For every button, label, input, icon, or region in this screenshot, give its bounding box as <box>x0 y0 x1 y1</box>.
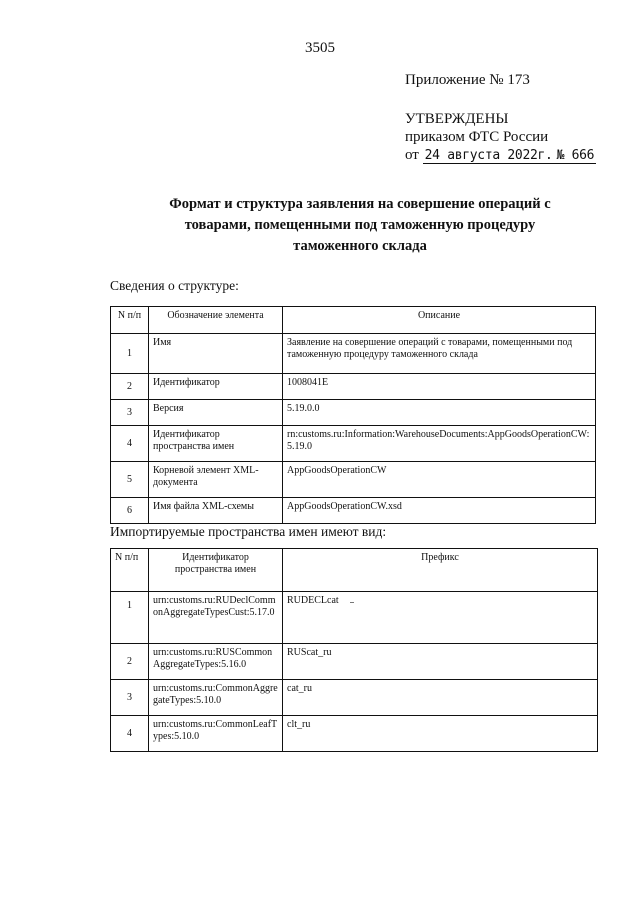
table-row <box>111 592 598 644</box>
element-description: 5.19.0.0 <box>283 400 596 426</box>
table-row <box>111 498 596 524</box>
row-number: 4 <box>111 716 149 752</box>
element-description: rn:customs.ru:Information:WarehouseDocuments:AppGoodsOperationCW:5.19.0 <box>283 426 596 462</box>
namespace-id: urn:customs.ru:RUDeclCommonAggregateTypesCust:5.17.0 <box>149 592 283 644</box>
approval-date-line <box>405 146 596 165</box>
table-row <box>111 400 596 426</box>
namespace-id: urn:customs.ru:RUSCommonAggregateTypes:5.16.0 <box>149 644 283 680</box>
namespace-prefix: RUDECLcat <box>283 592 598 644</box>
namespace-id: urn:customs.ru:CommonAggregateTypes:5.10.0 <box>149 680 283 716</box>
row-number: 6 <box>111 498 149 524</box>
table-row <box>111 462 596 498</box>
table-row <box>111 680 598 716</box>
approval-number: № 666 <box>556 148 595 163</box>
element-description: 1008041E <box>283 374 596 400</box>
scan-speck <box>350 602 354 603</box>
row-number: 2 <box>111 644 149 680</box>
structure-heading: Сведения о структуре: <box>110 278 239 293</box>
column-header: Префикс <box>283 549 598 592</box>
approval-from-prefix: от <box>405 147 419 163</box>
row-number: 4 <box>111 426 149 462</box>
table-row <box>111 374 596 400</box>
element-name: Корневой элемент XML-документа <box>149 462 283 498</box>
table-row <box>111 334 596 374</box>
column-header: N п/п <box>111 549 149 592</box>
row-number: 2 <box>111 374 149 400</box>
element-name: Версия <box>149 400 283 426</box>
approval-date: 24 августа 2022г. <box>424 148 553 163</box>
element-description: AppGoodsOperationCW.xsd <box>283 498 596 524</box>
element-name: Имя файла XML-схемы <box>149 498 283 524</box>
element-name: Идентификатор <box>149 374 283 400</box>
table-row <box>111 716 598 752</box>
row-number: 1 <box>111 592 149 644</box>
namespace-id: urn:customs.ru:CommonLeafTypes:5.10.0 <box>149 716 283 752</box>
namespaces-heading: Импортируемые пространства имен имеют вид: <box>110 524 387 539</box>
document-title: Формат и структура заявления на совершение операций с товарами, помещенными под таможенную процедуру таможенного склада <box>169 196 551 254</box>
column-header: Описание <box>283 307 596 334</box>
element-name: Имя <box>149 334 283 374</box>
approval-block <box>405 110 596 165</box>
column-header: N п/п <box>111 307 149 334</box>
row-number: 3 <box>111 400 149 426</box>
structure-table <box>110 306 596 524</box>
appendix-label: Приложение № 173 <box>405 72 530 88</box>
element-description: Заявление на совершение операций с товарами, помещенными под таможенную процедуру таможенного склада <box>283 334 596 374</box>
row-number: 3 <box>111 680 149 716</box>
table-header-row <box>111 549 598 592</box>
table-row <box>111 644 598 680</box>
namespace-prefix: cat_ru <box>283 680 598 716</box>
element-name: Идентификатор пространства имен <box>149 426 283 462</box>
approval-heading: УТВЕРЖДЕНЫ <box>405 111 509 127</box>
table-row <box>111 426 596 462</box>
namespace-prefix: clt_ru <box>283 716 598 752</box>
row-number: 1 <box>111 334 149 374</box>
table-header-row <box>111 307 596 334</box>
column-header: Обозначение элемента <box>149 307 283 334</box>
namespaces-table <box>110 548 598 752</box>
column-header: Идентификатор пространства имен <box>149 549 283 592</box>
row-number: 5 <box>111 462 149 498</box>
page-number: 3505 <box>305 40 335 56</box>
element-description: AppGoodsOperationCW <box>283 462 596 498</box>
approval-issuer: приказом ФТС России <box>405 129 549 145</box>
namespace-prefix: RUScat_ru <box>283 644 598 680</box>
